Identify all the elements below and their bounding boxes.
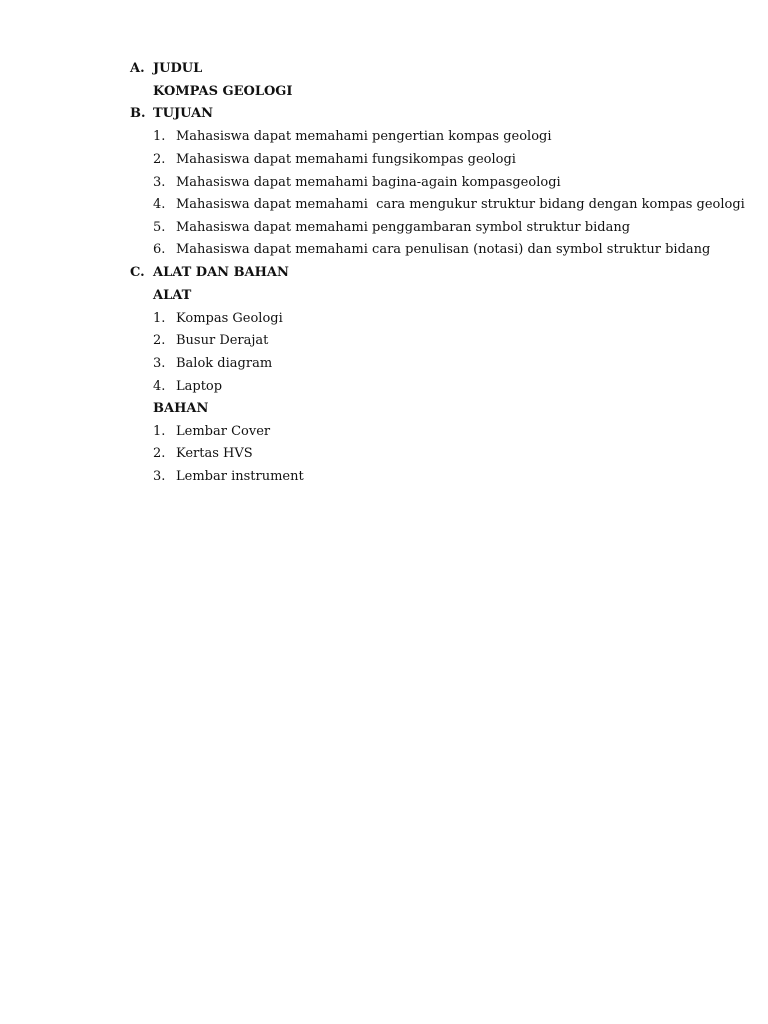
list-text: Kertas HVS [176,446,253,461]
list-text: Mahasiswa dapat memahami bagina-again kompasgeologi [176,175,561,190]
list-text: Mahasiswa dapat memahami cara mengukur struktur bidang dengan kompas geologi [176,197,745,212]
bahan-heading: BAHAN [153,401,209,416]
list-number: 2. [153,333,166,348]
list-number: 3. [153,469,166,484]
section-b-title: TUJUAN [153,106,214,121]
section-a-letter: A. [130,61,145,76]
list-number: 4. [153,197,166,212]
section-c-letter: C. [130,265,145,280]
list-number: 2. [153,446,166,461]
list-text: Laptop [176,379,223,394]
list-text: Lembar instrument [176,469,304,484]
list-number: 3. [153,356,166,371]
list-text: Mahasiswa dapat memahami cara penulisan (notasi) dan symbol struktur bidang [176,242,711,257]
list-number: 2. [153,152,166,167]
alat-heading: ALAT [153,288,192,303]
section-b-letter: B. [130,106,146,121]
list-text: Mahasiswa dapat memahami pengertian kompas geologi [176,129,552,144]
list-number: 6. [153,242,166,257]
list-text: Balok diagram [176,356,273,371]
list-number: 1. [153,424,166,439]
list-text: Mahasiswa dapat memahami fungsikompas geologi [176,152,516,167]
list-number: 5. [153,220,166,235]
list-number: 3. [153,175,166,190]
section-a-subtitle: KOMPAS GEOLOGI [153,84,293,99]
section-c-title: ALAT DAN BAHAN [153,265,289,280]
list-number: 1. [153,311,166,326]
list-text: Mahasiswa dapat memahami penggambaran symbol struktur bidang [176,220,631,235]
list-number: 1. [153,129,166,144]
section-a-title: JUDUL [153,61,203,76]
list-text: Busur Derajat [176,333,269,348]
list-number: 4. [153,379,166,394]
list-text: Lembar Cover [176,424,271,439]
list-text: Kompas Geologi [176,311,283,326]
